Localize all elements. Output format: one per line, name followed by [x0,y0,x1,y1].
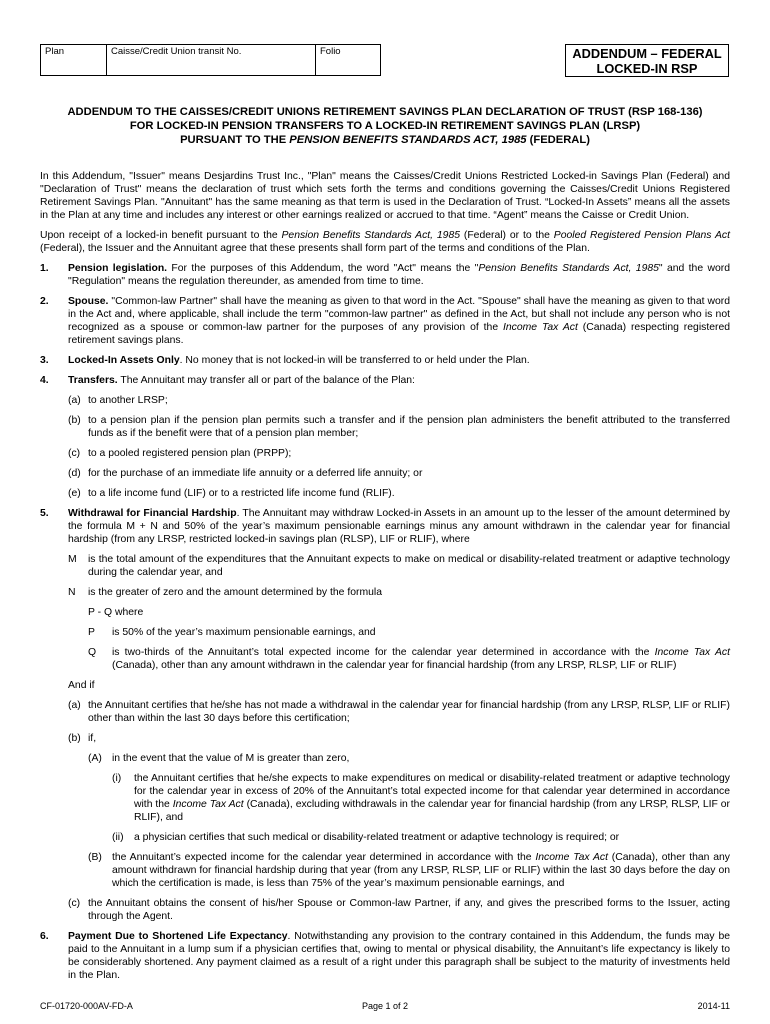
section-heading: Withdrawal for Financial Hardship [68,508,237,519]
list-item [68,394,730,407]
item-label: (b) [68,415,81,426]
condition-b-A [88,752,730,765]
section-text [68,930,730,982]
s4-a: The Annuitant may transfer all or part of the balance of the Plan: [117,375,415,386]
condition-b [68,732,730,745]
title-line3 [40,133,730,147]
item-label: (a) [68,395,81,406]
section-4 [40,374,730,387]
formula-pq: P - Q where [88,607,144,618]
section-3 [40,354,730,367]
section-text [68,262,730,288]
section-5 [40,507,730,546]
q-b: Income Tax Act [654,647,730,658]
item-label: P [88,627,95,638]
transit-field[interactable] [107,45,316,75]
title-line3-a: PURSUANT TO THE [180,134,290,146]
item-label: (c) [68,448,81,459]
intro-p2-b: Pension Benefits Standards Act, 1985 [281,230,461,241]
section-heading: Spouse. [68,296,109,307]
form-code: CF-01720-000AV-FD-A [40,1001,133,1011]
s5-a: . The Annuitant may withdraw Locked-in Assets in an amount up to the lesser of the amount determined by the formula M + N and 50% of the year’s maximum pensionable earnings minus any amount withdrawn in the calendar year for financial hardship (from any LRSP, restricted locked-in savings plan (RLSP), LIF or RLIF), where [68,508,730,545]
item-text: to a pooled registered pension plan (PRPP); [88,448,292,459]
section-1 [40,262,730,288]
item-text [112,646,730,672]
section-number: 2. [40,296,49,307]
intro-p2-e: (Federal), the Issuer and the Annuitant agree that these presents shall form part of the terms and conditions of the Plan. [40,243,590,254]
q-a: is two-thirds of the Annuitant’s total expected income for the calendar year determined in accordance with the [112,647,655,658]
addendum-title-line1: ADDENDUM – FEDERAL [572,46,722,61]
item-text [134,772,730,824]
item-text: if, [88,733,97,744]
addendum-title-line2: LOCKED-IN RSP [596,61,698,76]
item-label: (ii) [112,832,124,843]
s1-c: " and the word "Regulation" means the regulation thereunder, as amended from time to time. [68,263,731,287]
s2-b: Income Tax Act [503,322,578,333]
title-line3-c: (FEDERAL) [526,134,590,146]
formula-p [88,626,730,639]
section-text [68,354,730,367]
section-number: 5. [40,508,49,519]
intro-p2-a: Upon receipt of a locked-in benefit pursuant to the [40,230,282,241]
section-number: 4. [40,375,49,386]
i-c: (Canada), excluding withdrawals in the calendar year for financial hardship (from any LRSP, RLSP, LIF or RLIF), and [134,799,730,823]
item-label: N [68,587,76,598]
item-text: for the purchase of an immediate life annuity or a deferred life annuity; or [88,468,423,479]
plan-field[interactable] [41,45,107,75]
condition-a [68,699,730,725]
item-label: M [68,554,77,565]
s6-a: . Notwithstanding any provision to the contrary contained in this Addendum, the funds may be paid to the Annuitant in a lump sum if a physician certifies that, owing to mental or physical disability, the Annuitant’s life expectancy is likely to be considerably shortened. Any payment claimed as a result of a right under this paragraph shall be subject to the maturity of investments held in the Plan. [68,931,731,981]
plan-info-table [40,44,381,76]
and-if: And if [68,680,95,691]
title-line3-act: PENSION BENEFITS STANDARDS ACT, 1985 [289,134,527,146]
s2-c: (Canada) respecting registered retirement savings plans. [68,322,731,346]
item-text: is 50% of the year’s maximum pensionable earnings, and [112,627,376,638]
section-heading: Transfers. [68,375,118,386]
formula-q [88,646,730,672]
condition-b-A-ii [112,831,730,844]
transit-label: Caisse/Credit Union transit No. [111,46,242,57]
item-label: Q [88,647,97,658]
item-text [112,851,730,890]
title-line1: ADDENDUM TO THE CAISSES/CREDIT UNIONS RETIREMENT SAVINGS PLAN DECLARATION OF TRUST (RSP 168-136) [67,106,703,118]
section-number: 1. [40,263,49,274]
section-heading: Payment Due to Shortened Life Expectancy [68,931,288,942]
folio-label: Folio [320,46,341,57]
item-text: a physician certifies that such medical or disability-related treatment or adaptive technology is required; or [134,832,620,843]
section-number: 3. [40,355,49,366]
item-text: in the event that the value of M is greater than zero, [112,753,350,764]
section-text [68,374,730,387]
item-text: to another LRSP; [88,395,168,406]
document-body [40,170,730,989]
item-text: is the total amount of the expenditures that the Annuitant expects to make on medical or disability-related treatment or adaptive technology during the calendar year, and [88,554,730,578]
s3-a: . No money that is not locked-in will be transferred to or held under the Plan. [179,355,530,366]
item-label: (e) [68,488,81,499]
item-label: (A) [88,753,102,764]
B-a: the Annuitant’s expected income for the calendar year determined in accordance with the [112,852,536,863]
folio-field[interactable] [316,45,380,75]
item-text: to a life income fund (LIF) or to a restricted life income fund (RLIF). [88,488,395,499]
item-text: the Annuitant obtains the consent of his/her Spouse or Common-law Partner, if any, and gives the prescribed forms to the Issuer, acting through the Agent. [88,898,730,922]
item-text: is the greater of zero and the amount determined by the formula [88,587,382,598]
item-label: (b) [68,733,81,744]
intro-p2-c: (Federal) or to the [460,230,554,241]
form-date: 2014-11 [697,1001,730,1011]
section-text [68,507,730,546]
section-2 [40,295,730,347]
condition-b-B [88,851,730,890]
section-heading: Pension legislation. [68,263,168,274]
item-text: to a pension plan if the pension plan permits such a transfer and if the pension plan administers the benefit attributed to the transferred funds as if the benefit were that of a pension plan member; [88,415,730,439]
plan-label: Plan [45,46,65,57]
B-b: Income Tax Act [535,852,608,863]
intro-p2-d: Pooled Registered Pension Plans Act [553,230,730,241]
formula-n [68,586,730,599]
section-text [68,295,730,347]
page-number: Page 1 of 2 [361,1001,409,1011]
condition-c [68,897,730,923]
title-line2: FOR LOCKED-IN PENSION TRANSFERS TO A LOCKED-IN RETIREMENT SAVINGS PLAN (LRSP) [129,120,641,132]
q-c: (Canada), other than any amount withdrawn in the calendar year for financial hardship (from any LRSP, RLSP, LIF or RLIF) [112,660,677,671]
item-label: (a) [68,700,81,711]
i-a: the Annuitant certifies that he/she expects to make expenditures on medical or disability-related treatment or adaptive technology for the calendar year in excess of 20% of the Annuitant’s total expected income for that calendar year determined in accordance with the [134,773,730,810]
item-text: the Annuitant certifies that he/she has not made a withdrawal in the calendar year for financial hardship (from any LRSP, RLSP, LIF or RLIF) other than within the last 30 days before this certification; [88,700,730,724]
section-6 [40,930,730,982]
list-item [68,487,730,500]
item-label: (B) [88,852,102,863]
s1-a: For the purposes of this Addendum, the word "Act" means the " [167,263,479,274]
intro-paragraph-1: In this Addendum, "Issuer" means Desjardins Trust Inc., "Plan" means the Caisses/Credit Unions Restricted Locked-in Savings Plan (Federal) and "Declaration of Trust" means the declaration of trust which sets forth the terms and conditions governing the Caisses/Credit Unions Registered Retirement Savings Plan. "Annuitant" has the same meaning as that term is used in the Declaration of Trust. “Locked-In Assets” means all the assets in the Plan at any time and includes any interest or other earnings realized or accrued to that time. “Agent” means the Caisse or Credit Union. [40,171,730,221]
s2-a: "Common-law Partner" shall have the meaning as given to that word in the Act. "Spouse" shall have the meaning as given to that word in the Act and, where applicable, shall include the term "common-law partner" as defined in the Act, but shall not include any person who is not recognized as a spouse or common-law partner for the purposes of any provision of the [68,296,730,333]
item-label: (c) [68,898,81,909]
item-label: (i) [112,773,122,784]
addendum-title-box [565,44,729,77]
intro-paragraph-2 [40,229,730,255]
condition-b-A-i [112,772,730,824]
section-heading: Locked-In Assets Only [68,355,180,366]
list-item [68,414,730,440]
list-item [68,467,730,480]
item-label: (d) [68,468,81,479]
B-c: (Canada), other than any amount withdrawn for financial hardship during that year (from any LRSP, RLSP, LIF or RLIF) within the last 30 days before the day on which the certification is made, is less than 75% of the year’s maximum pensionable earnings, and [112,852,730,889]
formula-m [68,553,730,579]
document-title [40,105,730,147]
i-b: Income Tax Act [172,799,244,810]
list-item [68,447,730,460]
s1-b: Pension Benefits Standards Act, 1985 [478,263,659,274]
section-number: 6. [40,931,49,942]
